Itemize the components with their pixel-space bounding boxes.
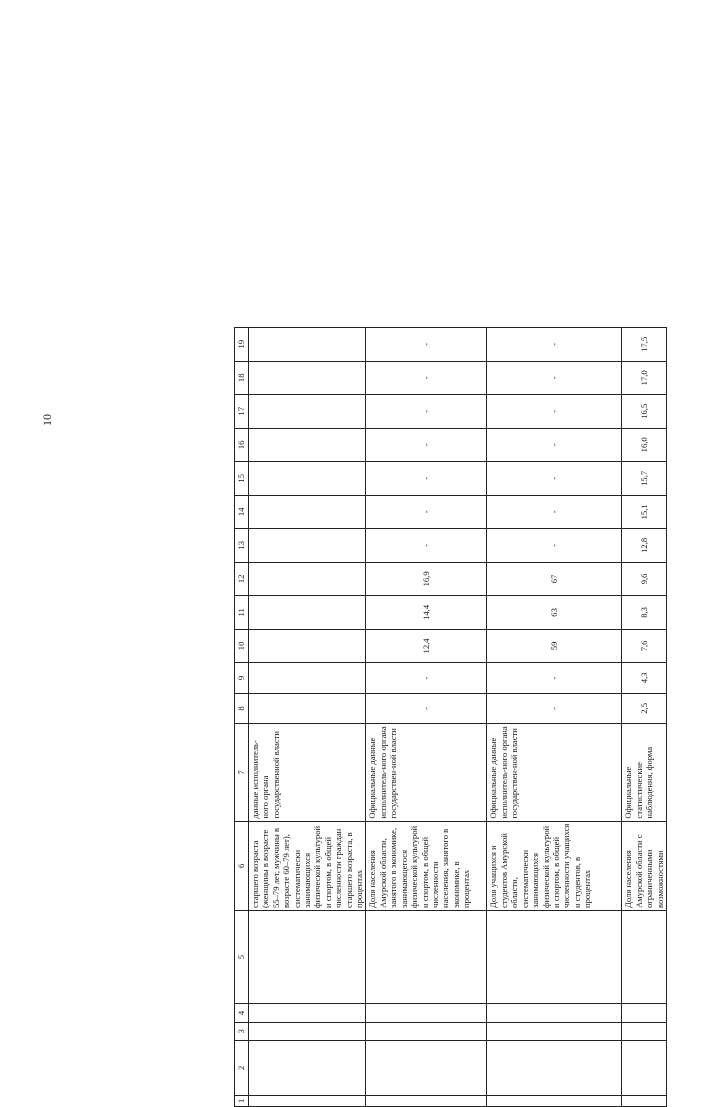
value-cell xyxy=(249,596,366,630)
table-row xyxy=(249,328,366,1107)
value-cell: 14,4 xyxy=(366,596,487,630)
value-cell xyxy=(249,693,366,723)
indicators-table xyxy=(234,327,667,1107)
header-cell: 18 xyxy=(235,361,249,395)
value-cell xyxy=(249,361,366,395)
value-cell: 2,5 xyxy=(622,693,667,723)
value-cell: 16,0 xyxy=(622,428,667,462)
data-source: Официальные данные исполнитель-ного органа государствен-ной власти xyxy=(487,724,622,822)
value-cell: - xyxy=(487,663,622,693)
value-cell: 17,0 xyxy=(622,361,667,395)
value-cell: 17,5 xyxy=(622,328,667,362)
value-cell xyxy=(249,495,366,529)
value-cell: 16,9 xyxy=(366,562,487,596)
value-cell: - xyxy=(366,428,487,462)
value-cell xyxy=(249,328,366,362)
data-source: данные исполнитель-ного органа государственной власти xyxy=(249,724,366,822)
value-cell xyxy=(249,428,366,462)
header-cell: 17 xyxy=(235,395,249,429)
table-row xyxy=(487,328,622,1107)
indicator-name: Доля населения Амурской области, занятого в экономике, занимающегося физической культурой и спортом, в общей численности населения, занятого в экономике, в процентах xyxy=(366,821,487,910)
value-cell: 12,8 xyxy=(622,529,667,563)
value-cell: 12,4 xyxy=(366,629,487,663)
header-cell: 8 xyxy=(235,693,249,723)
value-cell xyxy=(249,562,366,596)
value-cell: - xyxy=(487,361,622,395)
value-cell: - xyxy=(487,495,622,529)
value-cell: - xyxy=(366,663,487,693)
value-cell: 15,1 xyxy=(622,495,667,529)
indicator-name: Доля учащихся и студентов Амурской области, систематически занимающихся физической культурой и спортом, в общей численности учащихся и студентов, в процентах xyxy=(487,821,622,910)
value-cell: - xyxy=(366,462,487,496)
value-cell: - xyxy=(487,462,622,496)
header-cell: 7 xyxy=(235,724,249,822)
value-cell: 59 xyxy=(487,629,622,663)
header-row xyxy=(235,328,249,1107)
data-source: Официальные статистические наблюдения, форма xyxy=(622,724,667,822)
rotated-table-wrapper xyxy=(234,327,714,1107)
value-cell xyxy=(249,663,366,693)
value-cell: - xyxy=(487,328,622,362)
value-cell: - xyxy=(366,395,487,429)
header-cell: 11 xyxy=(235,596,249,630)
value-cell: 8,3 xyxy=(622,596,667,630)
header-cell: 2 xyxy=(235,1040,249,1095)
value-cell: - xyxy=(487,395,622,429)
header-cell: 16 xyxy=(235,428,249,462)
value-cell: - xyxy=(366,328,487,362)
header-cell: 14 xyxy=(235,495,249,529)
value-cell: 63 xyxy=(487,596,622,630)
value-cell: 7,6 xyxy=(622,629,667,663)
header-cell: 15 xyxy=(235,462,249,496)
header-cell: 19 xyxy=(235,328,249,362)
value-cell xyxy=(249,395,366,429)
header-cell: 4 xyxy=(235,1004,249,1022)
value-cell: 9,6 xyxy=(622,562,667,596)
value-cell: 15,7 xyxy=(622,462,667,496)
table-row xyxy=(366,328,487,1107)
value-cell: - xyxy=(366,361,487,395)
value-cell: - xyxy=(366,495,487,529)
header-cell: 5 xyxy=(235,910,249,1003)
value-cell: 4,3 xyxy=(622,663,667,693)
header-cell: 3 xyxy=(235,1022,249,1040)
value-cell: - xyxy=(487,428,622,462)
header-cell: 12 xyxy=(235,562,249,596)
table-row xyxy=(622,328,667,1107)
page-number: 10 xyxy=(40,414,54,426)
value-cell: - xyxy=(487,693,622,723)
header-cell: 10 xyxy=(235,629,249,663)
indicator-name: Доля населения Амурской области с ограниченными возможностями xyxy=(622,821,667,910)
header-cell: 13 xyxy=(235,529,249,563)
value-cell: - xyxy=(366,529,487,563)
value-cell: 16,5 xyxy=(622,395,667,429)
value-cell xyxy=(249,462,366,496)
header-cell: 9 xyxy=(235,663,249,693)
data-source: Официальные данные исполнитель-ного органа государствен-ной власти xyxy=(366,724,487,822)
header-cell: 1 xyxy=(235,1095,249,1106)
header-cell: 6 xyxy=(235,821,249,910)
value-cell: 67 xyxy=(487,562,622,596)
value-cell: - xyxy=(366,693,487,723)
indicator-name: старшего возраста (женщины в возрасте 55–79 лет, мужчины в возрасте 60–79 лет), систематически занимающихся физической культурой и спортом, в общей численности граждан старшего возраста, в процентах xyxy=(249,821,366,910)
value-cell: - xyxy=(487,529,622,563)
value-cell xyxy=(249,629,366,663)
value-cell xyxy=(249,529,366,563)
